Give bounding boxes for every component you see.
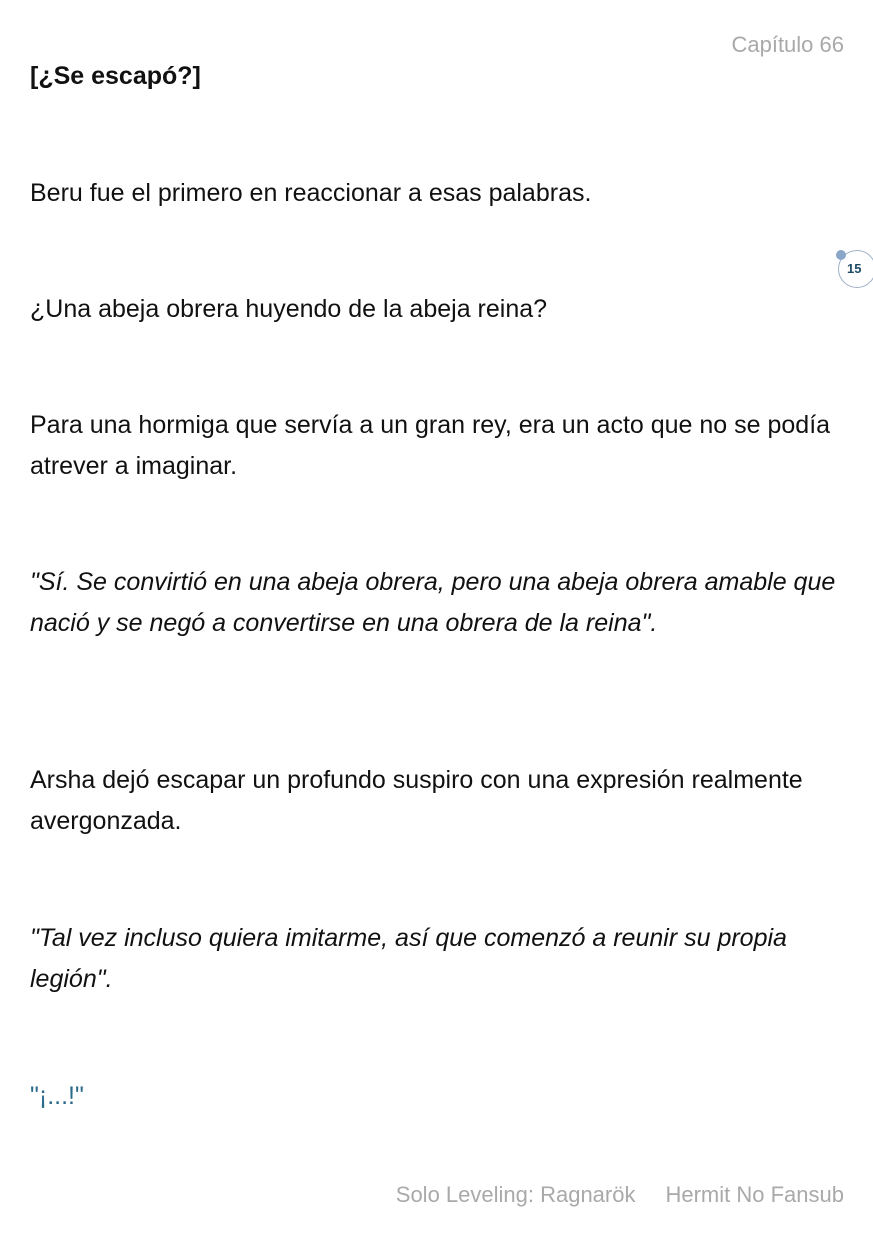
comment-bubble-icon: [836, 250, 846, 260]
paragraph: "Tal vez incluso quiera imitarme, así que comenzó a reunir su propia legión".: [30, 924, 787, 993]
paragraph: "Sí. Se convirtió en una abeja obrera, pero una abeja obrera amable que nació y se negó a convertirse en una obrera de la reina".: [30, 568, 836, 637]
chapter-label: Capítulo 66: [731, 32, 844, 57]
paragraph: Para una hormiga que servía a un gran rey, era un acto que no se podía atrever a imaginar.: [30, 411, 831, 480]
translator-group: Hermit No Fansub: [665, 1182, 844, 1207]
comment-badge[interactable]: [838, 250, 873, 288]
comment-count: 15: [847, 261, 862, 276]
footer: [396, 1182, 844, 1208]
section-heading: [¿Se escapó?]: [30, 62, 201, 90]
paragraph: Beru fue el primero en reaccionar a esas palabras.: [30, 179, 592, 207]
paragraph-accent: "¡...!": [30, 1082, 84, 1110]
paragraph: ¿Una abeja obrera huyendo de la abeja reina?: [30, 295, 548, 323]
paragraph: Arsha dejó escapar un profundo suspiro con una expresión realmente avergonzada.: [30, 766, 803, 835]
novel-title: Solo Leveling: Ragnarök: [395, 1182, 636, 1207]
